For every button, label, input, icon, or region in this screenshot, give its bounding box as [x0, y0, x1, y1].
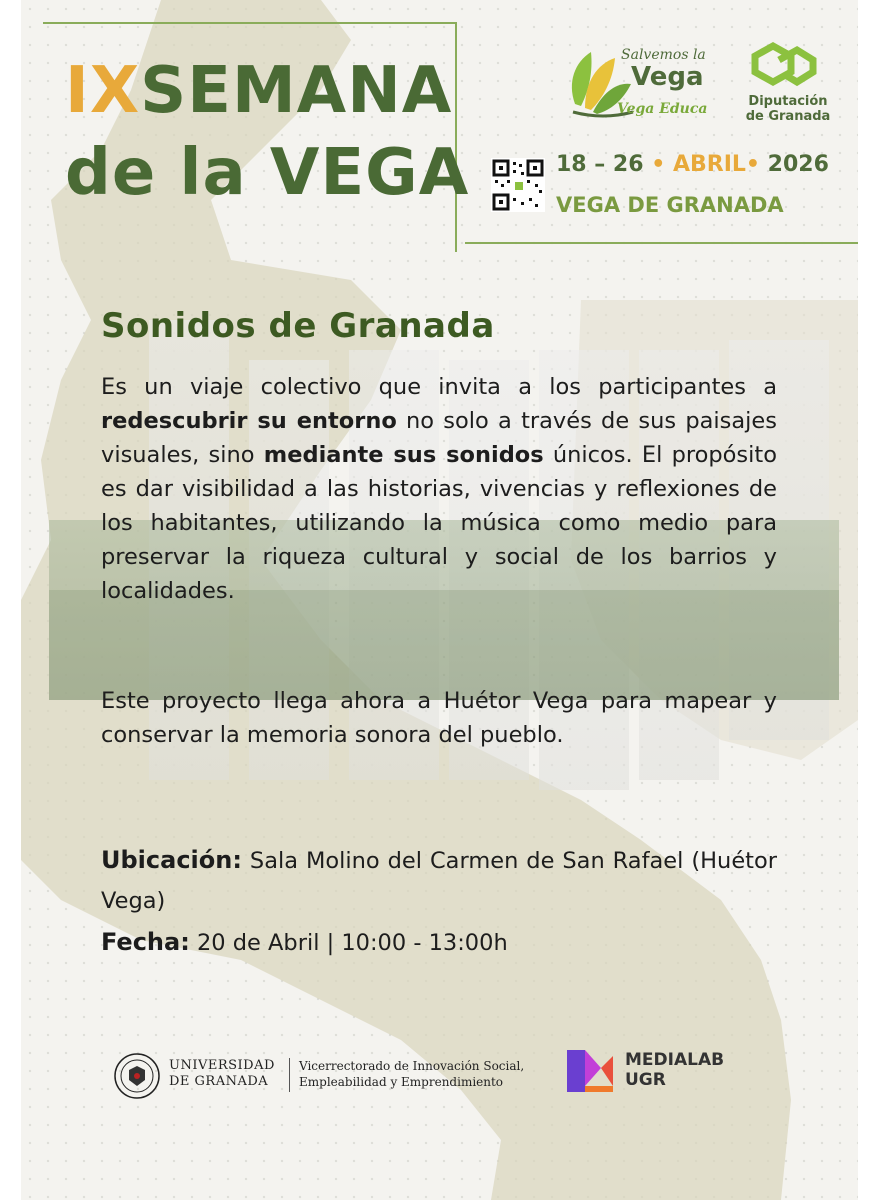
vega-logo-sub: Vega Educa: [617, 101, 708, 117]
p1-text-a: Es un viaje colectivo que invita a los participantes a: [101, 374, 777, 400]
footer-divider: [289, 1058, 290, 1092]
location-label: Ubicación:: [101, 846, 242, 874]
location-info: [101, 840, 777, 921]
diputacion-name: [733, 94, 843, 124]
ugr-line-2: DE GRANADA: [169, 1074, 269, 1089]
vicerrectorado-name: [299, 1058, 524, 1090]
vice-line-2: Empleabilidad y Emprendimiento: [299, 1075, 504, 1089]
ugr-name: [169, 1058, 275, 1090]
vega-logo-main: Vega: [631, 62, 704, 92]
medialab-line-1: MEDIALAB: [625, 1050, 725, 1070]
section-heading: Sonidos de Granada: [101, 306, 495, 346]
qr-code[interactable]: [491, 158, 545, 212]
event-place: VEGA DE GRANADA: [556, 193, 784, 217]
ugr-seal-icon: [113, 1052, 161, 1100]
title-line-1: [65, 55, 452, 127]
diputacion-logo: [751, 42, 817, 88]
title-semana: SEMANA: [140, 54, 453, 128]
poster: [21, 0, 858, 1200]
diputacion-line-2: de Granada: [745, 109, 831, 124]
medialab-logo-icon: [565, 1046, 617, 1096]
p1-bold-b: redescubrir su entorno: [101, 408, 397, 434]
title-line-2: de la VEGA: [65, 136, 470, 210]
diputacion-line-1: Diputación: [748, 94, 828, 109]
vice-line-1: Vicerrectorado de Innovación Social,: [299, 1059, 525, 1073]
p1-text-c: no solo a través de sus paisajes visuales, sino: [101, 408, 777, 468]
title-ix: IX: [65, 54, 141, 128]
event-year: 2026: [767, 152, 829, 177]
medialab-name: [625, 1050, 724, 1090]
date-label: Fecha:: [101, 928, 190, 956]
ugr-line-1: UNIVERSIDAD: [169, 1058, 275, 1073]
p1-bold-d: mediante sus sonidos: [263, 442, 544, 468]
description-paragraph: [101, 370, 777, 608]
p1-text-e: únicos. El propósito es dar visibilidad a las historias, vivencias y reflexiones de los habitantes, utilizando la música como medio para preservar la riqueza cultural y social de los barrios y localidades.: [101, 442, 777, 604]
event-month: ABRIL: [672, 152, 746, 177]
event-dates: 18 – 26 • ABRIL• 2026: [556, 152, 829, 177]
project-paragraph: Este proyecto llega ahora a Huétor Vega para mapear y conservar la memoria sonora del pueblo.: [101, 688, 777, 748]
medialab-line-2: UGR: [625, 1070, 666, 1090]
date-info: [101, 922, 777, 963]
date-value: 20 de Abril | 10:00 - 13:00h: [189, 930, 508, 956]
event-days: 18 – 26: [556, 152, 644, 177]
vega-logo-top: Salvemos la: [621, 47, 706, 63]
location-value: Sala Molino del Carmen de San Rafael (Huétor Vega): [101, 848, 777, 914]
